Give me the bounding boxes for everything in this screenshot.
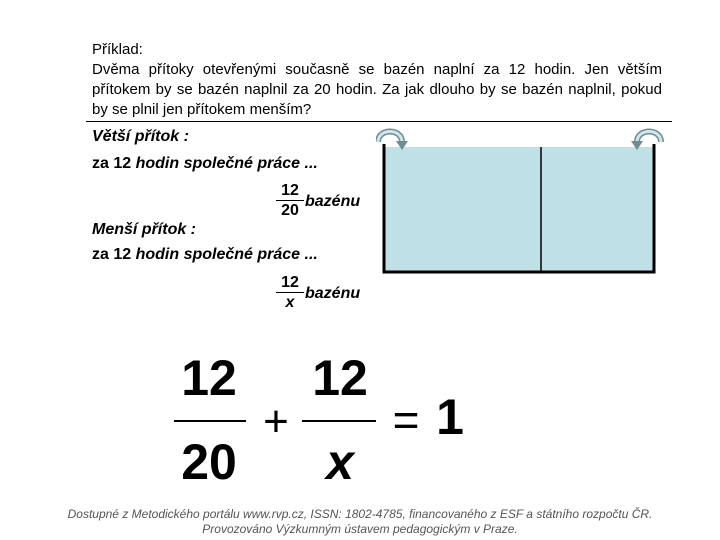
pool-illustration [376,124,676,284]
pool-water [384,147,654,272]
equation-fraction2-bar [302,420,376,422]
equation-equals: = [392,394,420,446]
footer-line-2: Provozováno Výzkumným ústavem pedagogickým v Praze. [202,522,518,536]
smaller-inflow-heading: Menší přítok : [92,221,197,238]
larger-inflow-line [92,155,318,173]
equation-fraction2-denominator: x [326,434,354,490]
equation [160,345,480,490]
problem-text: Dvěma přítoky otevřenými současně se bazén naplní za 12 hodin. Jen větším přítokem by se bazén naplnil za 20 hodin. Za jak dlouho by se bazén naplnil, pokud by se plnil jen přítokem menším? [92,61,662,118]
footer-credit [40,507,680,537]
fraction-denominator: 20 [281,202,299,219]
fraction-numerator: 12 [281,274,299,291]
smaller-inflow-line-rest: hodin společné práce ... [135,246,318,263]
fraction-numerator: 12 [281,182,299,199]
larger-inflow-unit: bazénu [305,193,361,210]
equation-fraction1-numerator: 12 [181,350,237,406]
fraction-denominator: x [285,294,295,311]
problem-title: Příklad: [92,41,143,58]
smaller-inflow-line-prefix: za 12 [92,246,132,263]
smaller-inflow-fraction [277,273,303,312]
problem-statement [92,40,662,120]
equation-result: 1 [436,389,464,445]
equation-fraction1-denominator: 20 [181,434,237,490]
divider-line [86,121,672,122]
equation-fraction2-numerator: 12 [312,350,368,406]
smaller-inflow-unit: bazénu [305,285,361,302]
equation-fraction1-bar [174,420,246,422]
footer-line-1: Dostupné z Metodického portálu www.rvp.cz, ISSN: 1802-4785, financovaného z ESF a státního rozpočtu ČR. [67,507,653,521]
smaller-inflow-line [92,246,318,264]
larger-inflow-line-prefix: za 12 [92,155,132,172]
larger-inflow-line-rest: hodin společné práce ... [135,155,318,172]
larger-inflow-fraction [277,181,303,220]
larger-inflow-heading: Větší přítok : [92,128,189,145]
equation-plus: + [263,397,289,446]
